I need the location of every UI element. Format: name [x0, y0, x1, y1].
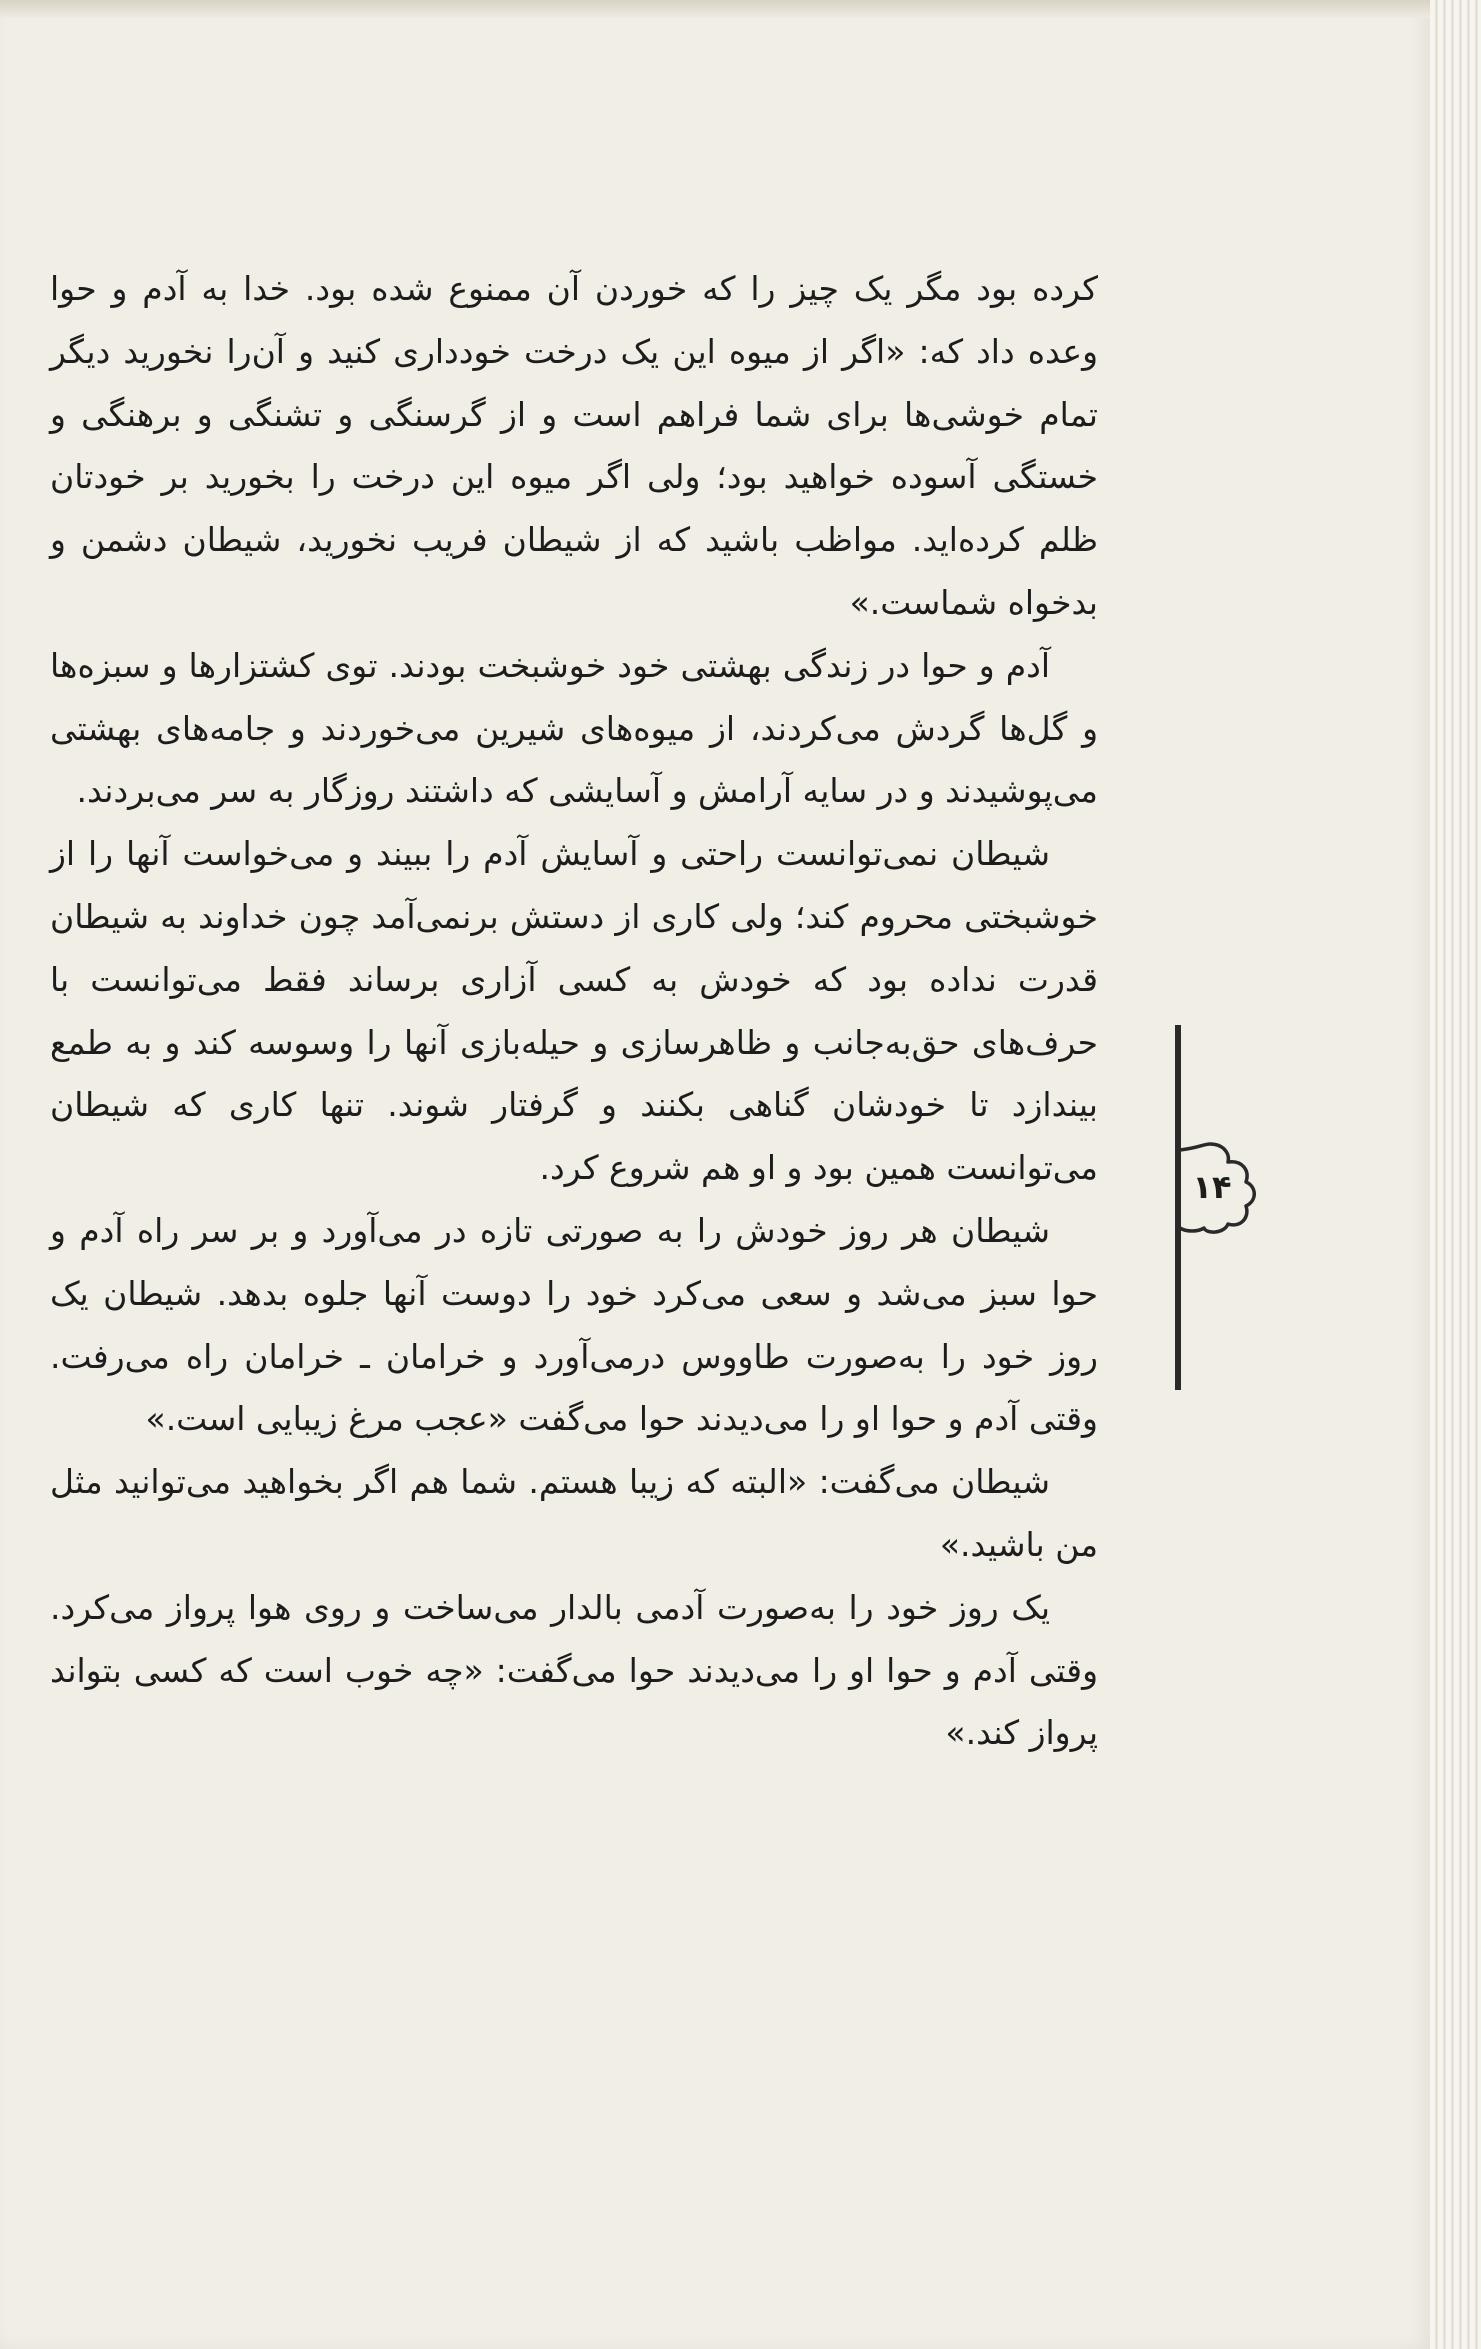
- body-text: [50, 258, 1098, 1765]
- page-edges: [1430, 0, 1481, 2349]
- page-number: ۱۴: [1192, 1168, 1232, 1206]
- top-edge-strip: [0, 0, 1430, 18]
- paragraph-6: یک روز خود را به‌صورت آدمی بالدار می‌ساخت و روی هوا پرواز می‌کرد. وقتی آدم و حوا او را می‌دیدند حوا می‌گفت: «چه خوب است که کسی بتواند پرواز کند.»: [50, 1587, 1098, 1753]
- paragraph-2: آدم و حوا در زندگی بهشتی خود خوشبخت بودند. توی کشتزارها و سبزه‌ها و گل‌ها گردش می‌کردند، از میوه‌های شیرین می‌خوردند و جامه‌های بهشتی می‌پوشیدند و در سایه آرامش و آسایشی که داشتند روزگار به سر می‌بردند.: [50, 645, 1098, 811]
- paragraph-3: شیطان نمی‌توانست راحتی و آسایش آدم را ببیند و می‌خواست آنها را از خوشبختی محروم کند؛ ولی کاری از دستش برنمی‌آمد چون خداوند به شیطان قدرت نداده بود که خودش به کسی آزاری برساند فقط می‌توانست با حرف‌های حق‌به‌جانب و ظاهرسازی و حیله‌بازی آنها را وسوسه کند و به طمع بیندازد تا خودشان گناهی بکنند و گرفتار شوند. تنها کاری که شیطان می‌توانست همین بود و او هم شروع کرد.: [50, 834, 1098, 1188]
- paragraph-4: شیطان هر روز خودش را به صورتی تازه در می‌آورد و بر سر راه آدم و حوا سبز می‌شد و سعی می‌کرد خود را دوست آنها جلوه بدهد. شیطان یک روز خود را به‌صورت طاووس درمی‌آورد و خرامان ـ خرامان راه می‌رفت. وقتی آدم و حوا او را می‌دیدند حوا می‌گفت «عجب مرغ زیبایی است.»: [50, 1210, 1098, 1439]
- paragraph-5: شیطان می‌گفت: «البته که زیبا هستم. شما هم اگر بخواهید می‌توانید مثل من باشید.»: [50, 1462, 1098, 1564]
- paragraph-1: کرده بود مگر یک چیز را که خوردن آن ممنوع شده بود. خدا به آدم و حوا وعده داد که: «اگر از میوه این یک درخت خودداری کنید و آن‌را نخورید دیگر تمام خوشی‌ها برای شما فراهم است و از گرسنگی و تشنگی و برهنگی و خستگی آسوده خواهید بود؛ ولی اگر میوه این درخت را بخورید بر خودتان ظلم کرده‌اید. مواظب باشید که از شیطان فریب نخورید، شیطان دشمن و بدخواه شماست.»: [50, 269, 1098, 622]
